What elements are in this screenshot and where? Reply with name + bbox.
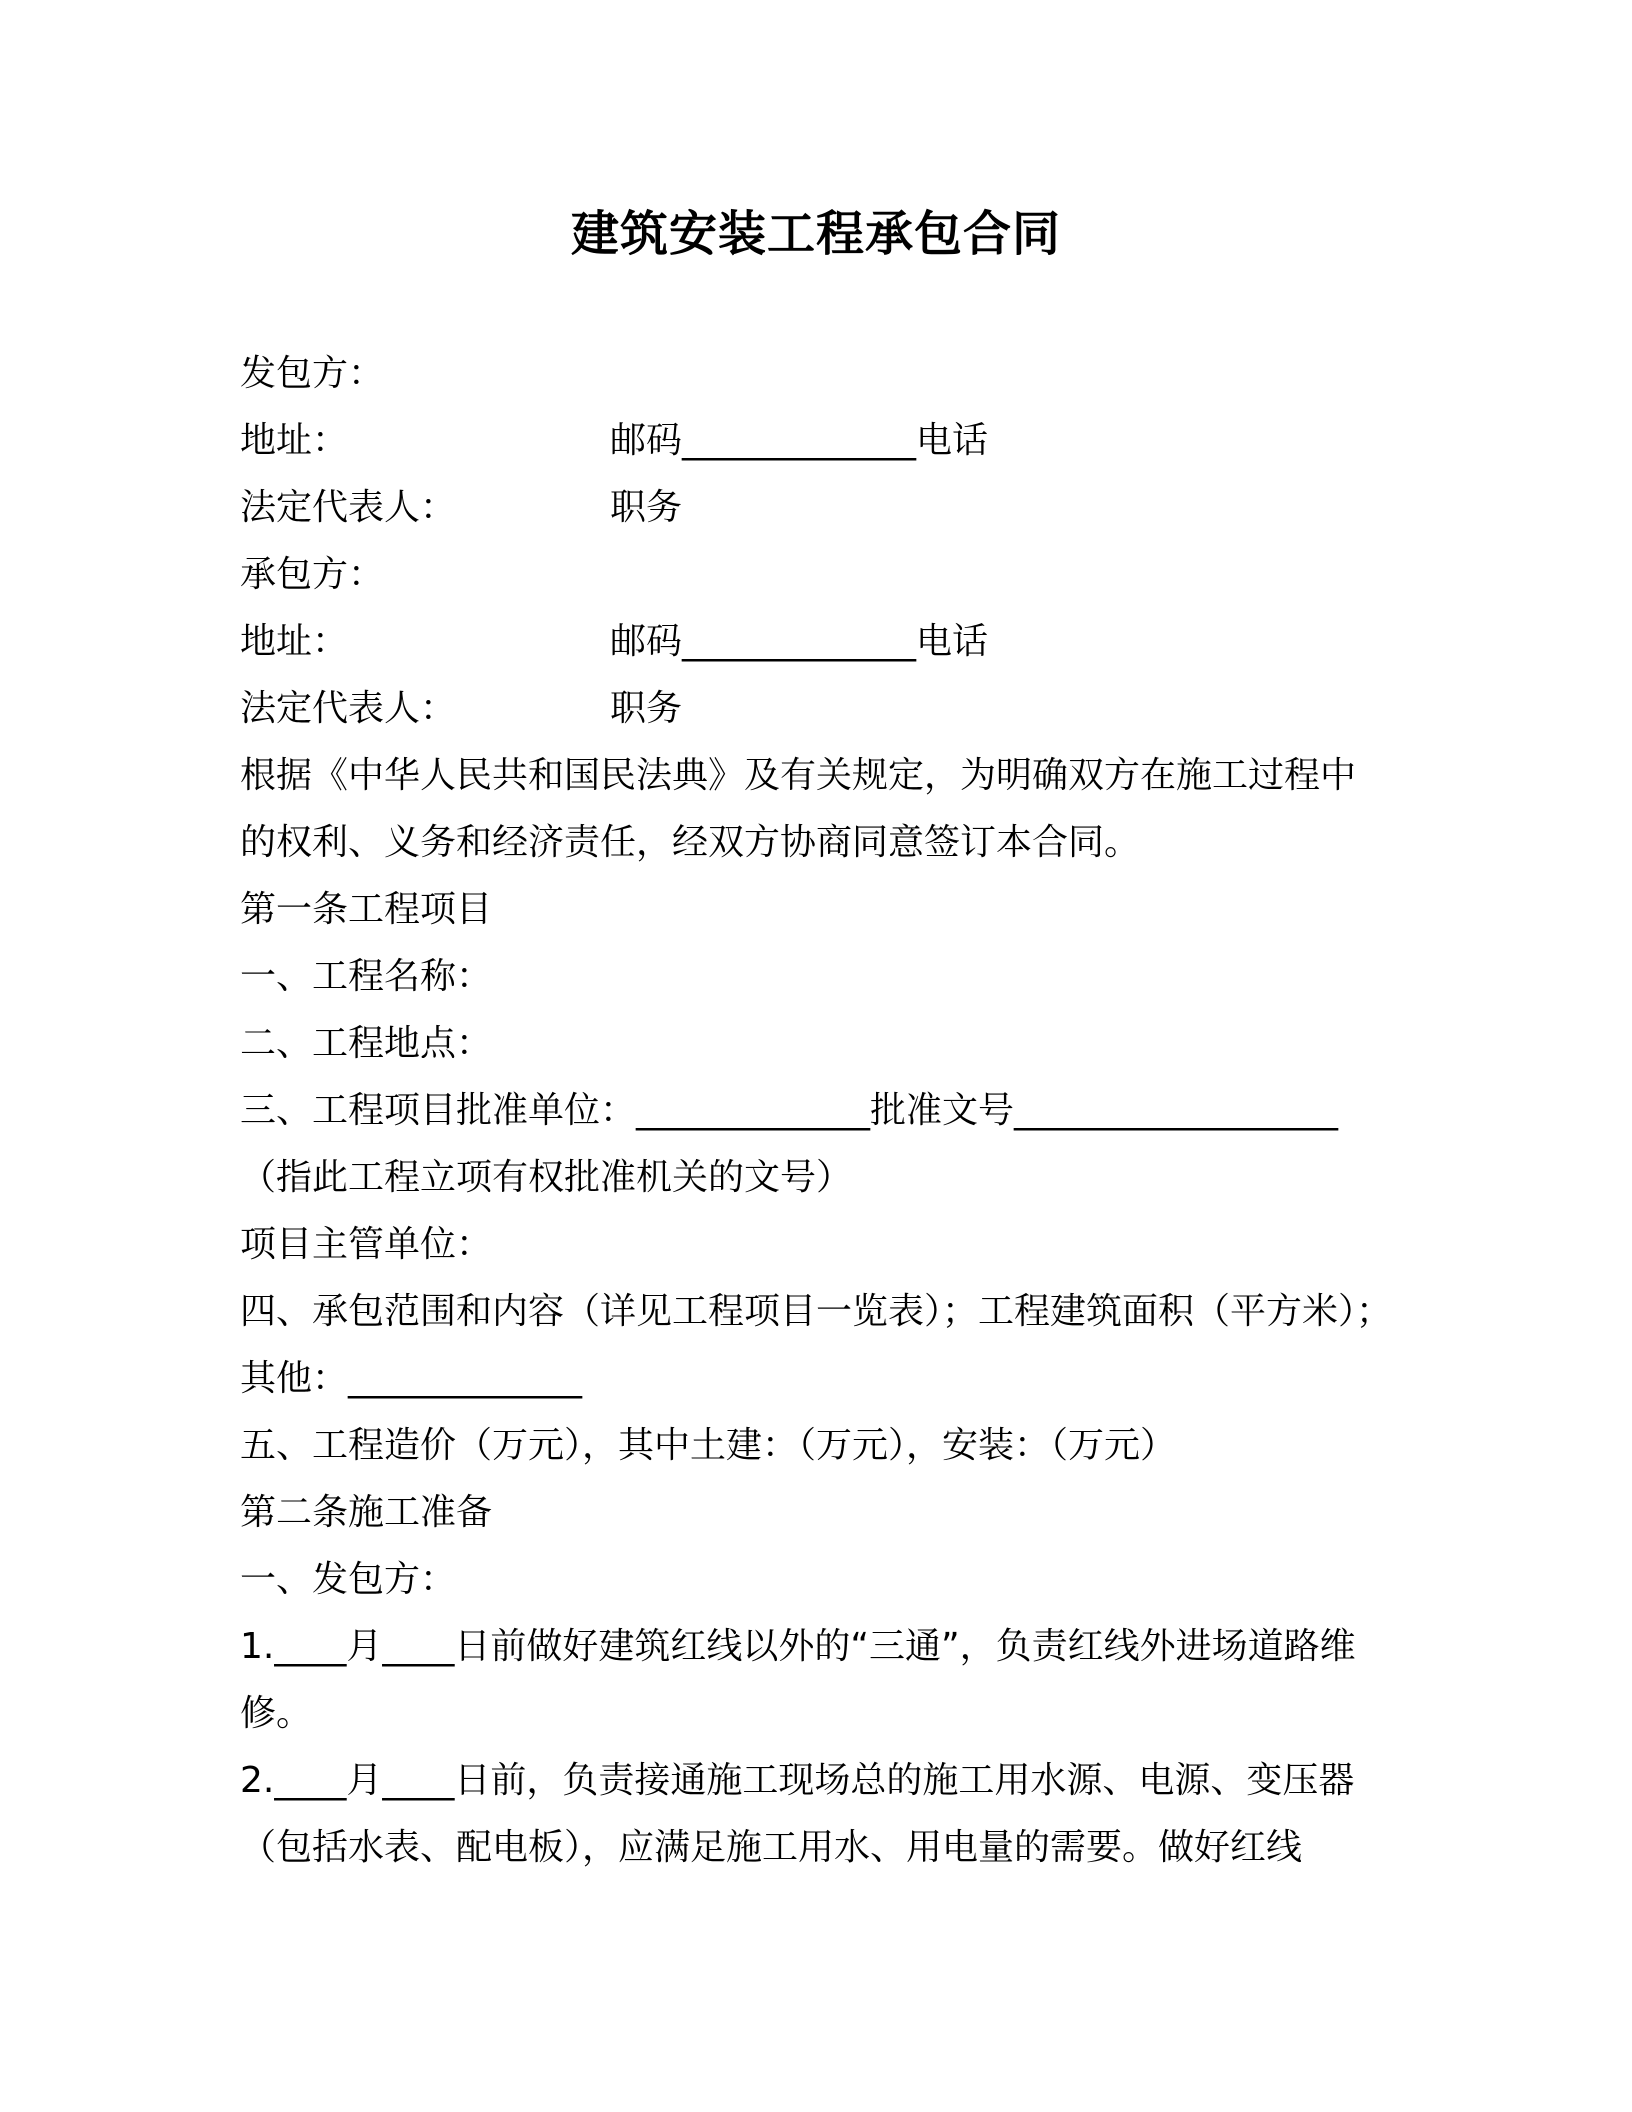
scope-item: 四、承包范围和内容（详见工程项目一览表）；工程建筑面积（平方米）； [240,1291,1393,1332]
approval-note: （指此工程立项有权批准机关的文号） [240,1157,853,1198]
project-location-item: 二、工程地点： [240,1023,493,1064]
scope-other-item: 其他：_____________ [240,1358,583,1399]
article-2-heading: 第二条施工准备 [240,1492,493,1533]
document-title: 建筑安装工程承包合同 [570,206,1061,262]
party-a-position-label: 职务 [610,487,683,528]
article-1-heading: 第一条工程项目 [240,889,493,930]
project-name-item: 一、工程名称： [240,956,493,997]
supervising-unit-item: 项目主管单位： [240,1224,493,1265]
party-a-address-label: 地址： [240,420,349,461]
article-2-paragraph-2: 2.____月____日前，负责接通施工现场总的施工用水源、电源、变压器（包括水表、配电板），应满足施工用水、用电量的需要。做好红线 [240,1760,1355,1868]
party-b-rep-row [240,675,1390,742]
party-b-address-row [240,608,1390,675]
preamble-paragraph: 根据《中华人民共和国民法典》及有关规定，为明确双方在施工过程中的权利、义务和经济责任，经双方协商同意签订本合同。 [240,755,1357,863]
party-b-address-label: 地址： [240,621,349,662]
party-a-rep-label: 法定代表人： [240,487,457,528]
project-cost-item: 五、工程造价（万元），其中土建：（万元），安装：（万元） [240,1425,1177,1466]
party-a-label: 发包方： [240,353,385,394]
article-2-paragraph-1: 1.____月____日前做好建筑红线以外的“三通”，负责红线外进场道路维修。 [240,1626,1356,1734]
article-2-subheading-party-a: 一、发包方： [240,1559,457,1600]
party-a-rep-row [240,474,1390,541]
party-b-label: 承包方： [240,554,385,595]
party-b-position-label: 职务 [610,688,683,729]
party-b-rep-label: 法定代表人： [240,688,457,729]
approval-unit-item: 三、工程项目批准单位：_____________批准文号__________________ [240,1090,1339,1131]
party-b-postcode-phone: 邮码_____________电话 [610,621,989,662]
contract-body [240,340,1393,1881]
party-a-address-row [240,407,1390,474]
party-a-postcode-phone: 邮码_____________电话 [610,420,989,461]
